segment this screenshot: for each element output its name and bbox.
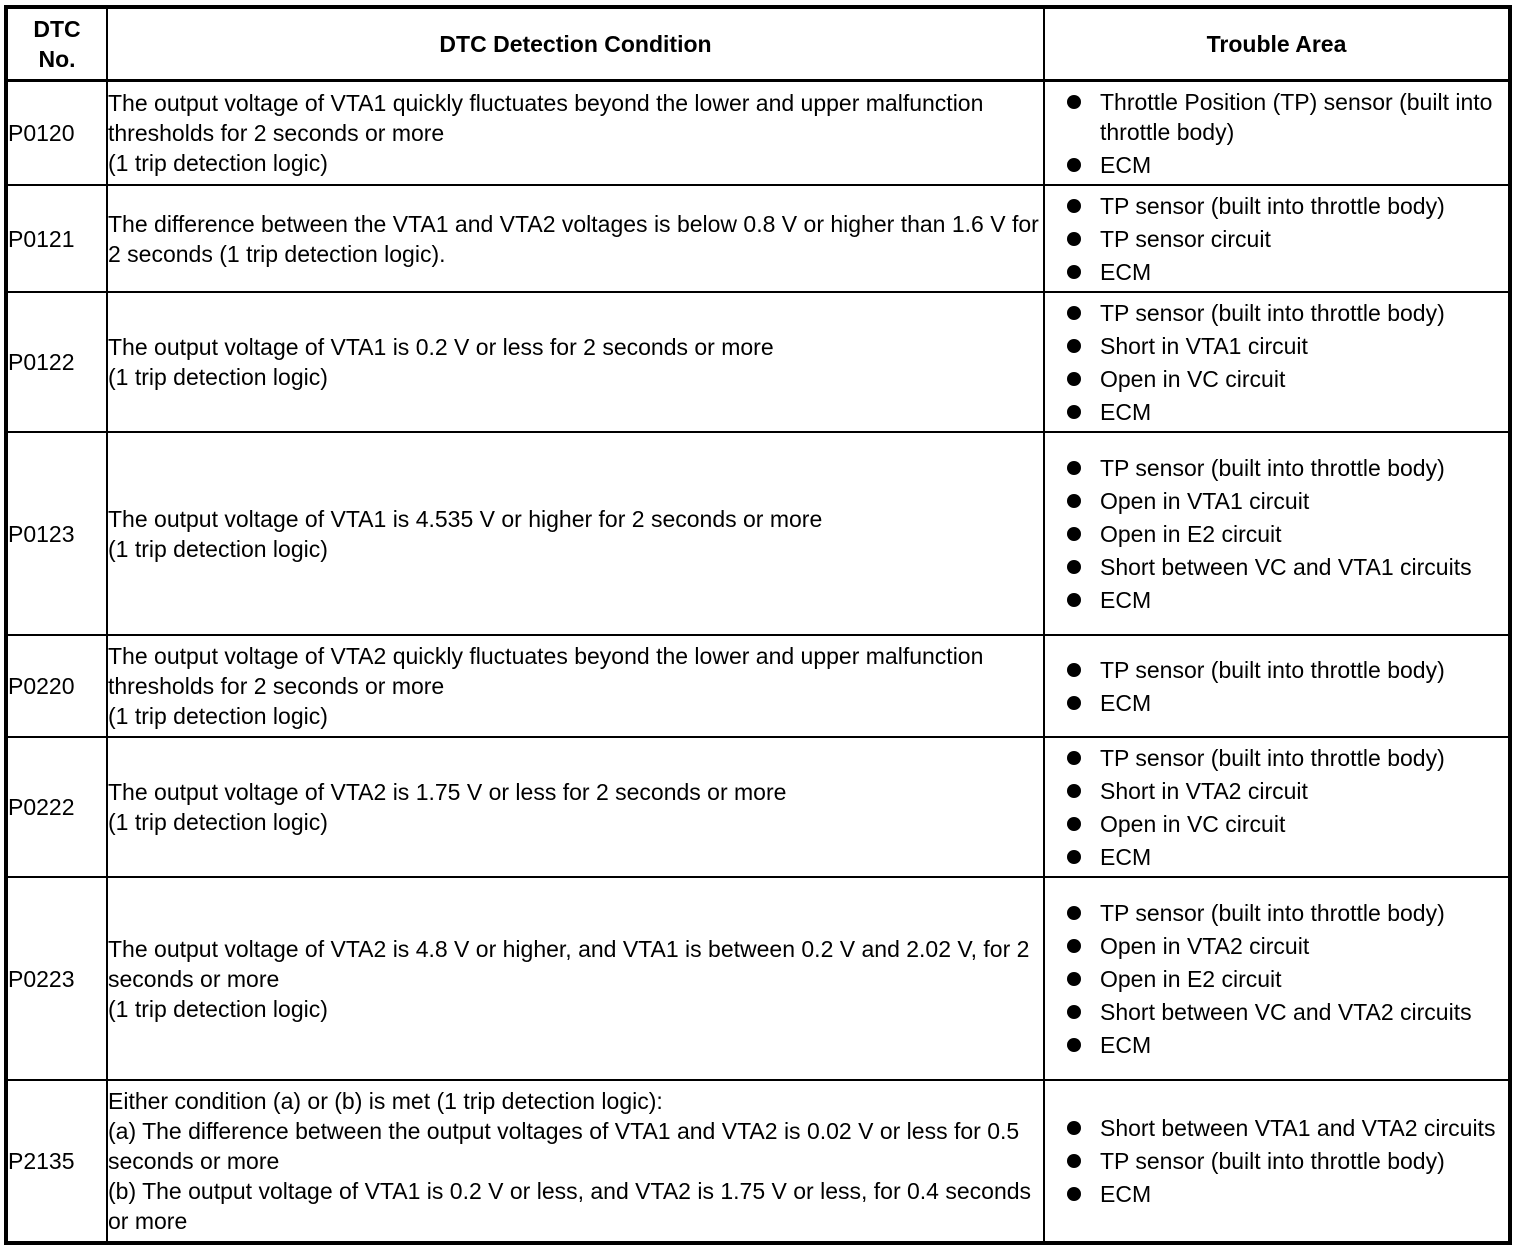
list-item [1045,224,1508,254]
bullet-icon [1067,751,1081,765]
table-row [6,81,1510,186]
bullet-icon [1067,939,1081,953]
condition-text: (1 trip detection logic) [108,364,328,390]
trouble-area-text: ECM [1100,586,1152,613]
condition-text: (1 trip detection logic) [108,535,328,562]
detection-condition [107,1080,1044,1243]
bullet-icon [1067,306,1081,320]
bullet-icon [1067,232,1081,246]
header-trouble-area: Trouble Area [1044,7,1510,81]
list-item [1045,964,1508,994]
header-dtc-no: DTC No. [6,7,107,81]
bullet-icon [1067,95,1081,109]
bullet-icon [1067,1005,1081,1019]
bullet-icon [1067,372,1081,386]
list-item [1045,257,1508,287]
list-item [1045,150,1508,180]
list-item [1045,688,1508,718]
trouble-area-text: TP sensor circuit [1100,225,1271,252]
trouble-area-text: ECM [1100,258,1152,285]
bullet-icon [1067,1121,1081,1135]
trouble-area [1044,185,1510,292]
condition-text: The output voltage of VTA2 quickly fluctuates beyond the lower and upper malfunction thresholds for 2 seconds or more [108,643,984,699]
trouble-area-text: Short between VC and VTA2 circuits [1100,998,1472,1025]
dtc-code: P0223 [6,877,107,1080]
list-item [1045,585,1508,615]
table-row [6,432,1510,635]
condition-text: (1 trip detection logic) [108,809,328,835]
list-item [1045,486,1508,516]
bullet-icon [1067,972,1081,986]
bullet-icon [1067,1038,1081,1052]
bullet-icon [1067,784,1081,798]
trouble-area-text: Throttle Position (TP) sensor (built into throttle body) [1100,88,1493,145]
trouble-area-text: Short in VTA2 circuit [1100,777,1308,804]
detection-condition [107,877,1044,1080]
trouble-area [1044,432,1510,635]
trouble-area-text: ECM [1100,843,1152,870]
list-item [1045,997,1508,1027]
trouble-area-text: Short between VC and VTA1 circuits [1100,553,1472,580]
detection-condition [107,635,1044,737]
bullet-icon [1067,850,1081,864]
detection-condition [107,292,1044,432]
list-item [1045,191,1508,221]
bullet-icon [1067,265,1081,279]
bullet-icon [1067,527,1081,541]
dtc-code: P0121 [6,185,107,292]
table-row [6,185,1510,292]
bullet-icon [1067,817,1081,831]
dtc-code: P0220 [6,635,107,737]
trouble-area-text: TP sensor (built into throttle body) [1100,299,1445,326]
bullet-icon [1067,1187,1081,1201]
table-row [6,292,1510,432]
list-item [1045,331,1508,361]
condition-text: (1 trip detection logic) [108,995,328,1022]
condition-text: (1 trip detection logic) [108,150,328,176]
bullet-icon [1067,339,1081,353]
list-item [1045,655,1508,685]
trouble-area [1044,81,1510,186]
condition-text: The difference between the VTA1 and VTA2 voltages is below 0.8 V or higher than 1.6 V for 2 seconds (1 trip detection logic). [108,210,1039,267]
condition-text: (b) The output voltage of VTA1 is 0.2 V or less, and VTA2 is 1.75 V or less, for 0.4 seconds or more [108,1178,1032,1234]
detection-condition [107,737,1044,877]
list-item [1045,776,1508,806]
trouble-area [1044,635,1510,737]
condition-text: The output voltage of VTA2 is 4.8 V or higher, and VTA1 is between 0.2 V and 2.02 V, for 2 seconds or more [108,935,1030,992]
condition-text: Either condition (a) or (b) is met (1 trip detection logic): [108,1088,663,1114]
bullet-icon [1067,663,1081,677]
trouble-area [1044,1080,1510,1243]
trouble-area-text: Open in VC circuit [1100,365,1286,392]
trouble-area-text: Open in E2 circuit [1100,520,1282,547]
condition-text: (a) The difference between the output voltages of VTA1 and VTA2 is 0.02 V or less for 0.5 seconds or more [108,1118,1020,1174]
bullet-icon [1067,158,1081,172]
condition-text: The output voltage of VTA1 quickly fluctuates beyond the lower and upper malfunction thresholds for 2 seconds or more [108,90,984,146]
dtc-code: P0120 [6,81,107,186]
detection-condition [107,185,1044,292]
trouble-area [1044,292,1510,432]
detection-condition [107,432,1044,635]
trouble-area-text: ECM [1100,1031,1152,1058]
trouble-area-text: TP sensor (built into throttle body) [1100,192,1445,219]
detection-condition [107,81,1044,186]
trouble-area-text: TP sensor (built into throttle body) [1100,454,1445,481]
table-row [6,635,1510,737]
list-item [1045,364,1508,394]
trouble-area-text: TP sensor (built into throttle body) [1100,744,1445,771]
list-item [1045,298,1508,328]
header-condition: DTC Detection Condition [107,7,1044,81]
header-row [6,7,1510,81]
table-row [6,737,1510,877]
dtc-table [4,5,1512,1245]
list-item [1045,1146,1508,1176]
bullet-icon [1067,1154,1081,1168]
bullet-icon [1067,494,1081,508]
trouble-area-text: ECM [1100,689,1152,716]
trouble-area-text: Short between VTA1 and VTA2 circuits [1100,1115,1496,1141]
list-item [1045,87,1508,147]
trouble-area-text: ECM [1100,151,1152,178]
condition-text: (1 trip detection logic) [108,703,328,729]
list-item [1045,842,1508,872]
condition-text: The output voltage of VTA2 is 1.75 V or less for 2 seconds or more [108,779,787,805]
dtc-code: P0222 [6,737,107,877]
trouble-area-text: ECM [1100,398,1152,425]
trouble-area [1044,737,1510,877]
list-item [1045,931,1508,961]
trouble-area-text: Open in VTA2 circuit [1100,932,1310,959]
list-item [1045,519,1508,549]
list-item [1045,1030,1508,1060]
list-item [1045,453,1508,483]
bullet-icon [1067,906,1081,920]
bullet-icon [1067,199,1081,213]
dtc-code: P0122 [6,292,107,432]
table-row [6,877,1510,1080]
trouble-area-text: Open in VC circuit [1100,810,1286,837]
dtc-code: P0123 [6,432,107,635]
condition-text: The output voltage of VTA1 is 0.2 V or less for 2 seconds or more [108,334,774,360]
dtc-code: P2135 [6,1080,107,1243]
trouble-area-text: TP sensor (built into throttle body) [1100,899,1445,926]
condition-text: The output voltage of VTA1 is 4.535 V or higher for 2 seconds or more [108,505,823,532]
list-item [1045,809,1508,839]
bullet-icon [1067,461,1081,475]
table-row [6,1080,1510,1243]
trouble-area-text: TP sensor (built into throttle body) [1100,1148,1445,1174]
trouble-area-text: TP sensor (built into throttle body) [1100,656,1445,683]
list-item [1045,397,1508,427]
list-item [1045,1113,1508,1143]
bullet-icon [1067,405,1081,419]
list-item [1045,552,1508,582]
trouble-area-text: ECM [1100,1181,1152,1207]
bullet-icon [1067,593,1081,607]
list-item [1045,898,1508,928]
bullet-icon [1067,560,1081,574]
list-item [1045,1179,1508,1209]
trouble-area-text: Open in VTA1 circuit [1100,487,1310,514]
trouble-area-text: Open in E2 circuit [1100,965,1282,992]
trouble-area [1044,877,1510,1080]
list-item [1045,743,1508,773]
bullet-icon [1067,696,1081,710]
trouble-area-text: Short in VTA1 circuit [1100,332,1308,359]
